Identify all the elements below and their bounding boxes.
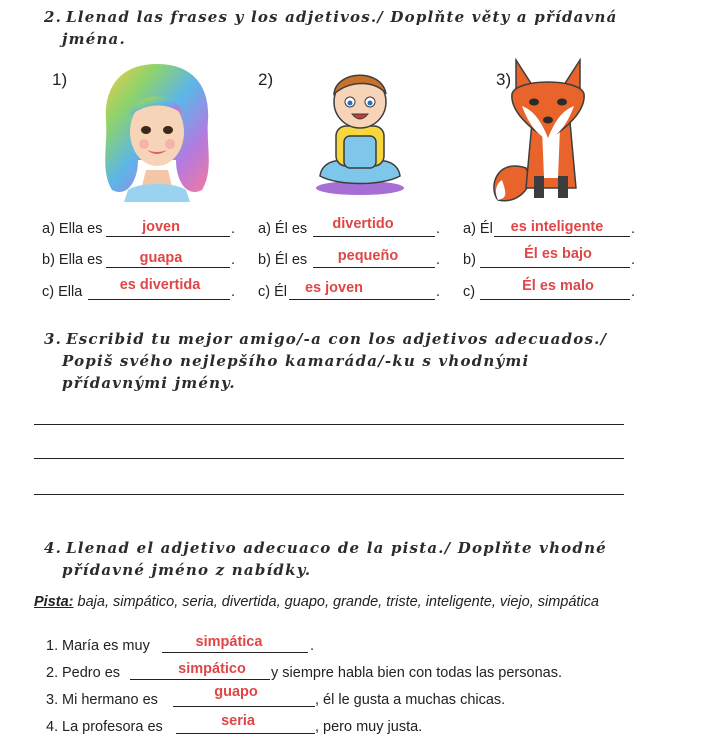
ex2-col3-row-a-prefix: a) Él	[463, 221, 493, 237]
hint-label: Pista:	[34, 594, 74, 610]
ex2-col1-row-b-prefix: b) Ella es	[42, 252, 103, 268]
ex4-item-2-suffix: y siempre habla bien con todas las personas.	[271, 665, 562, 681]
ex4-item-3-number: 3.	[46, 692, 59, 708]
exercise-4-title-line2: přídavné jméno z nabídky.	[62, 561, 312, 579]
ex2-col2-row-b-answer: pequeño	[337, 248, 399, 264]
ex4-item-2-number: 2.	[46, 665, 59, 681]
writing-line-2[interactable]	[34, 458, 624, 459]
exercise-4-number: 4.	[44, 539, 63, 557]
ex2-col2-row-c-prefix: c) Él	[258, 284, 287, 300]
ex4-item-1-answer: simpática	[195, 634, 263, 650]
writing-line-1[interactable]	[34, 424, 624, 425]
ex2-col1-row-a-answer: joven	[142, 219, 180, 235]
hint-line	[34, 594, 599, 610]
ex2-col2-row-c-answer: es joven	[304, 280, 364, 296]
ex4-item-1-number: 1.	[46, 638, 59, 654]
ex2-col1-row-a-prefix: a) Ella es	[42, 221, 103, 237]
exercise-3-title-line2: Popiš svého nejlepšího kamaráda/-ku s vhodnými	[62, 352, 530, 370]
ex2-col2-row-a-suffix: .	[436, 221, 441, 237]
ex2-col3-row-c-answer: Él es malo	[522, 278, 594, 294]
ex2-col3-row-c-prefix: c)	[463, 284, 476, 300]
ex2-col2-row-a-answer: divertido	[332, 216, 394, 232]
rainbow-hair-girl-illustration	[98, 60, 216, 202]
exercise-3-heading	[44, 328, 638, 394]
exercise-2-number: 2.	[44, 8, 63, 26]
ex4-item-3-suffix: , él le gusta a muchas chicas.	[315, 692, 506, 708]
writing-line-3[interactable]	[34, 494, 624, 495]
ex2-col3-row-b-prefix: b)	[463, 252, 476, 268]
ex2-col3-row-b-answer: Él es bajo	[524, 246, 592, 262]
sitting-boy-illustration	[312, 64, 408, 196]
exercise-2-title-line1: Llenad las frases y los adjetivos./ Doplňte věty a přídavná	[66, 8, 618, 26]
ex2-col1-row-c-answer: es divertida	[119, 277, 201, 293]
ex2-col1-row-b-suffix: .	[231, 252, 236, 268]
ex4-item-1-prefix: María es muy	[62, 638, 150, 654]
ex4-item-4-number: 4.	[46, 719, 59, 735]
ex2-col1-row-c-suffix: .	[231, 284, 236, 300]
ex2-col3-row-b-suffix: .	[631, 252, 636, 268]
fox-illustration	[486, 58, 610, 204]
ex4-item-2-prefix: Pedro es	[62, 665, 121, 681]
exercise-2-heading	[44, 6, 644, 50]
exercise-4-heading	[44, 537, 644, 581]
ex2-col2-row-a-prefix: a) Él es	[258, 221, 308, 237]
exercise-3-number: 3.	[44, 330, 63, 348]
exercise-3-title-line1: Escribid tu mejor amigo/-a con los adjetivos adecuados./	[66, 330, 608, 348]
ex4-item-2-answer: simpático	[178, 661, 246, 677]
exercise-3-title-line3: přídavnými jmény.	[62, 374, 236, 392]
ex4-item-4-prefix: La profesora es	[62, 719, 163, 735]
ex4-item-4-answer: seria	[221, 713, 255, 729]
ex4-item-3-answer: guapo	[214, 684, 258, 700]
ex2-col2-row-c-suffix: .	[436, 284, 441, 300]
ex2-col1-row-a-suffix: .	[231, 221, 236, 237]
exercise-2-title-line2: jména.	[62, 30, 126, 48]
hint-words: baja, simpático, seria, divertida, guapo, grande, triste, inteligente, viejo, simpática	[73, 594, 599, 610]
picture-label-3: 3)	[496, 70, 512, 89]
picture-label-2: 2)	[258, 70, 274, 89]
ex2-col2-row-b-prefix: b) Él es	[258, 252, 308, 268]
ex2-col3-row-a-answer: es inteligente	[510, 219, 604, 235]
ex4-item-1-suffix: .	[310, 638, 315, 654]
ex4-item-3-prefix: Mi hermano es	[62, 692, 158, 708]
ex2-col2-row-b-suffix: .	[436, 252, 441, 268]
exercise-4-title-line1: Llenad el adjetivo adecuaco de la pista./ Doplňte vhodné	[66, 539, 607, 557]
ex2-col1-row-c-prefix: c) Ella	[42, 284, 83, 300]
picture-label-1: 1)	[52, 70, 68, 89]
ex2-col3-row-c-suffix: .	[631, 284, 636, 300]
ex2-col1-row-b-answer: guapa	[139, 250, 183, 266]
ex2-col3-row-a-suffix: .	[631, 221, 636, 237]
ex4-item-4-suffix: , pero muy justa.	[315, 719, 423, 735]
